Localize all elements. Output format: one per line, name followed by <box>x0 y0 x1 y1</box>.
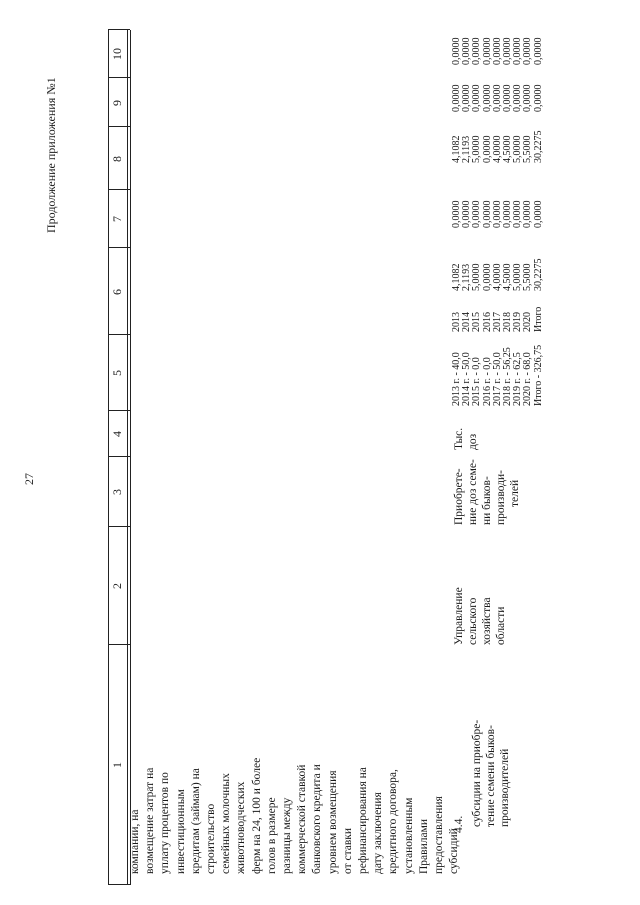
continued-row-description <box>128 758 462 874</box>
text-line: установленным <box>402 797 415 874</box>
text-line: 0,0000 <box>471 37 483 65</box>
row-4-4-total-values <box>452 259 544 292</box>
text-line: 0,0000 <box>512 84 524 112</box>
text-line: 2013 г. - 40,0 <box>451 352 462 406</box>
continuation-heading: Продолжение приложения №1 <box>44 77 58 233</box>
text-line: рефинансирования на <box>357 767 370 874</box>
text-line: 2016 г. - 0,0 <box>481 357 493 406</box>
text-line: 2,1193 <box>461 263 473 291</box>
text-line: уплату процентов по <box>159 772 172 874</box>
row-4-4-col8-values <box>452 131 544 164</box>
text-line: 0,0000 <box>532 84 544 112</box>
text-line: 0,0000 <box>522 200 534 228</box>
text-line: Итого <box>532 306 544 332</box>
header-col-5: 5 <box>110 370 124 376</box>
text-line: кредитам (займам) на <box>189 768 202 874</box>
table-top-border <box>108 30 109 885</box>
text-line: 0,0000 <box>532 200 544 228</box>
text-line: производи- <box>495 470 507 525</box>
row-4-4-years <box>452 307 544 332</box>
text-line: 2014 <box>461 312 473 332</box>
text-line: 2013 <box>451 312 462 332</box>
text-line: 2,1193 <box>461 135 473 163</box>
text-line: голов в размере <box>265 797 278 874</box>
text-line: 0,0000 <box>491 200 503 228</box>
text-line: 2019 <box>512 312 524 332</box>
text-line: 0,0000 <box>512 37 524 65</box>
text-line: 4,1082 <box>451 135 462 163</box>
text-line: Итого - 326,75 <box>532 344 544 406</box>
text-line: 4,5000 <box>502 135 514 163</box>
text-line: 0,0000 <box>461 84 473 112</box>
row-4-4-plan-values <box>452 345 544 406</box>
text-line: уровнем возмещения <box>326 770 339 874</box>
text-line: Тыс. <box>453 427 465 450</box>
text-line: 0,0000 <box>471 84 483 112</box>
text-line: 4,1082 <box>451 263 462 291</box>
text-line: 2015 <box>471 312 483 332</box>
text-line: животноводческих <box>235 781 248 874</box>
text-line: 2018 <box>502 312 514 332</box>
text-line: 0,0000 <box>451 37 462 65</box>
text-line: 0,0000 <box>481 200 493 228</box>
row-4-4-indicator <box>452 459 522 525</box>
text-line: предоставления <box>433 796 446 874</box>
text-line: сельского <box>467 597 479 645</box>
column-divider <box>108 189 130 190</box>
column-divider <box>108 126 130 127</box>
text-line: 0,0000 <box>451 84 462 112</box>
header-col-6: 6 <box>110 289 124 295</box>
text-line: 0,0000 <box>451 200 462 228</box>
text-line: 0,0000 <box>481 135 493 163</box>
header-col-1: 1 <box>110 762 124 768</box>
row-4-4-col10-values <box>452 38 544 66</box>
header-col-10: 10 <box>110 48 124 60</box>
row-4-4-unit <box>452 428 480 450</box>
text-line: 0,0000 <box>502 84 514 112</box>
text-line: 2018 г. - 56,25 <box>502 347 514 406</box>
table-left-border <box>108 884 130 885</box>
text-line: 0,0000 <box>532 37 544 65</box>
text-line: 0,0000 <box>471 200 483 228</box>
text-line: банковского кредита и <box>311 764 324 874</box>
text-line: 2014 г. - 50,0 <box>461 352 473 406</box>
text-line: ни быков- <box>481 476 493 525</box>
text-line: субсидий <box>448 828 461 874</box>
text-line: Приобрете- <box>453 468 465 525</box>
text-line: 5,5000 <box>522 135 534 163</box>
row-4-4-col9-values <box>452 85 544 113</box>
text-line: 5,0000 <box>471 135 483 163</box>
header-col-7: 7 <box>110 216 124 222</box>
text-line: 2015 г. - 0,0 <box>471 357 483 406</box>
header-col-3: 3 <box>110 489 124 495</box>
header-col-8: 8 <box>110 156 124 162</box>
text-line: Правилами <box>417 818 430 874</box>
text-line: 2020 г. - 68,0 <box>522 352 534 406</box>
table-header-bottom-border <box>127 30 128 885</box>
text-line: ние доз семе- <box>467 459 479 525</box>
text-line: производителей <box>499 748 511 827</box>
column-divider <box>108 410 130 411</box>
text-line: телей <box>509 479 521 507</box>
text-line: области <box>495 606 507 645</box>
column-divider <box>108 247 130 248</box>
text-line: 5,0000 <box>512 263 524 291</box>
row-4-4-executor <box>452 587 508 645</box>
text-line: субсидии на приобре- <box>471 719 483 827</box>
text-line: Управление <box>453 587 465 645</box>
text-line: 0,0000 <box>491 84 503 112</box>
page-number: 27 <box>22 473 36 485</box>
text-line: коммерческой ставкой <box>296 764 309 874</box>
text-line: дату заключения <box>372 792 385 874</box>
text-line: 0,0000 <box>481 84 493 112</box>
text-line: 2020 <box>522 312 534 332</box>
text-line: разницы между <box>281 797 294 874</box>
text-line: 2019 г. - 62,5 <box>512 352 524 406</box>
text-line: 0,0000 <box>481 263 493 291</box>
column-divider <box>108 77 130 78</box>
text-line: 5,0000 <box>471 263 483 291</box>
column-divider <box>108 334 130 335</box>
row-4-4-col7-values <box>452 201 544 229</box>
text-line: строительство <box>205 803 218 874</box>
text-line: 2017 г. - 50,0 <box>491 352 503 406</box>
text-line: 4,0000 <box>491 263 503 291</box>
text-line: 2016 <box>481 312 493 332</box>
text-line: кредитного договора, <box>387 769 400 874</box>
text-line: инвестиционным <box>174 789 187 874</box>
text-line: семейных молочных <box>220 773 233 874</box>
text-line: доз <box>467 433 479 450</box>
text-line: 4,0000 <box>491 135 503 163</box>
text-line: 0,0000 <box>502 200 514 228</box>
header-col-2: 2 <box>110 583 124 589</box>
text-line: 0,0000 <box>502 37 514 65</box>
column-divider <box>108 526 130 527</box>
text-line: хозяйства <box>481 597 493 645</box>
text-line: компании, на <box>129 809 141 874</box>
text-line: 5,0000 <box>512 135 524 163</box>
table-right-border <box>108 29 130 30</box>
text-line: 0,0000 <box>522 84 534 112</box>
text-line: возмещение затрат на <box>144 767 157 874</box>
column-divider <box>108 456 130 457</box>
text-line: 0,0000 <box>461 200 473 228</box>
text-line: 0,0000 <box>512 200 524 228</box>
header-col-4: 4 <box>110 431 124 437</box>
text-line: тение семени быков- <box>485 725 497 827</box>
table-body-top-border <box>130 30 131 885</box>
text-line: от ставки <box>341 827 354 874</box>
header-col-9: 9 <box>110 100 124 106</box>
text-line: 0,0000 <box>491 37 503 65</box>
text-line: 0,0000 <box>522 37 534 65</box>
text-line: 2017 <box>491 312 503 332</box>
text-line: 5,5000 <box>522 263 534 291</box>
text-line: 0,0000 <box>481 37 493 65</box>
text-line: 0,0000 <box>461 37 473 65</box>
text-line: ферм на 24, 100 и более <box>250 757 263 874</box>
text-line: 30,2275 <box>532 258 544 291</box>
column-divider <box>108 644 130 645</box>
row-number: 4.4. <box>453 815 465 833</box>
row-4-4-description <box>470 720 512 827</box>
text-line: 4,5000 <box>502 263 514 291</box>
text-line: 30,2275 <box>532 130 544 163</box>
